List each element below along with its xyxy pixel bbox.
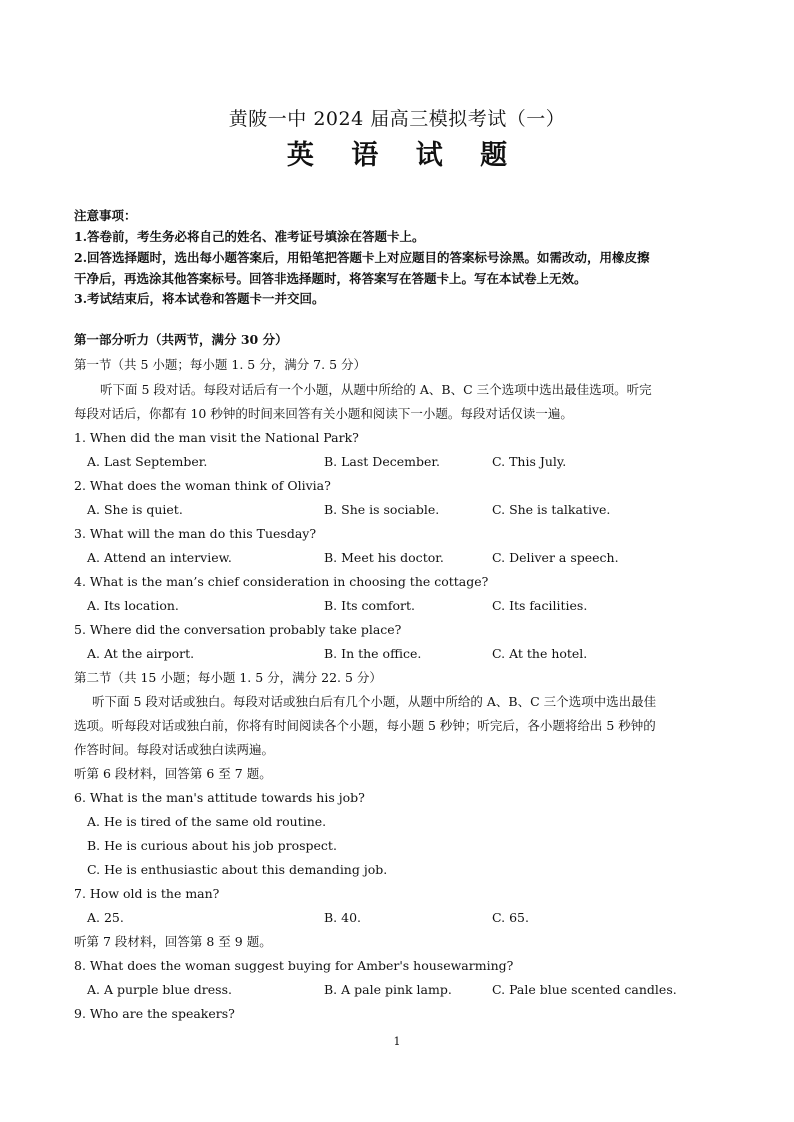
question-1-option-b: B. Last December. (324, 454, 440, 469)
question-4-option-a: A. Its location. (87, 598, 179, 613)
material-6-note: 听第 6 段材料，回答第 6 至 7 题。 (74, 766, 272, 781)
material-7-note: 听第 7 段材料，回答第 8 至 9 题。 (74, 934, 272, 949)
question-3-stem: 3. What will the man do this Tuesday? (74, 526, 317, 541)
page-number: 1 (393, 1035, 401, 1048)
section2-instructions-line-3: 作答时间。每段对话或独白读两遍。 (74, 742, 275, 757)
question-1-option-c: C. This July. (492, 454, 567, 469)
question-3-option-b: B. Meet his doctor. (324, 550, 444, 565)
question-3-option-a: A. Attend an interview. (87, 550, 232, 565)
section2-heading: 第二节（共 15 小题；每小题 1. 5 分，满分 22. 5 分） (74, 670, 382, 685)
question-8-option-b: B. A pale pink lamp. (324, 982, 452, 997)
question-1-stem: 1. When did the man visit the National Park? (74, 430, 359, 445)
section1-instructions-line-1: 听下面 5 段对话。每段对话后有一个小题，从题中所给的 A、B、C 三个选项中选出最佳选项。听完 (100, 382, 652, 397)
question-7-option-b: B. 40. (324, 910, 362, 925)
question-8-option-c: C. Pale blue scented candles. (492, 982, 677, 997)
question-8-stem: 8. What does the woman suggest buying for Amber's housewarming? (74, 958, 514, 973)
question-4-option-b: B. Its comfort. (324, 598, 415, 613)
question-9-stem: 9. Who are the speakers? (74, 1006, 235, 1021)
part1-heading: 第一部分听力（共两节，满分 30 分） (74, 332, 288, 347)
question-4-option-c: C. Its facilities. (492, 598, 588, 613)
question-2-option-b: B. She is sociable. (324, 502, 440, 517)
question-2-option-c: C. She is talkative. (492, 502, 611, 517)
question-2-stem: 2. What does the woman think of Olivia? (74, 478, 331, 493)
question-7-stem: 7. How old is the man? (74, 886, 220, 901)
question-5-option-b: B. In the office. (324, 646, 422, 661)
question-6-option-a: A. He is tired of the same old routine. (87, 814, 327, 829)
question-4-stem: 4. What is the man’s chief consideration in choosing the cottage? (74, 574, 489, 589)
question-8-option-a: A. A purple blue dress. (87, 982, 232, 997)
exam-title: 黄陂一中 2024 届高三模拟考试（一） (228, 108, 566, 130)
question-3-option-c: C. Deliver a speech. (492, 550, 619, 565)
section2-instructions-line-2: 选项。听每段对话或独白前，你将有时间阅读各个小题，每小题 5 秒钟；听完后，各小题将给出 5 秒钟的 (74, 718, 656, 733)
question-5-stem: 5. Where did the conversation probably take place? (74, 622, 402, 637)
question-5-option-a: A. At the airport. (87, 646, 195, 661)
subject-title: 英 语 试 题 (286, 140, 522, 171)
question-6-option-b: B. He is curious about his job prospect. (87, 838, 337, 853)
notice-item-1: 1.答卷前，考生务必将自己的姓名、准考证号填涂在答题卡上。 (74, 229, 425, 244)
notice-item-2-line-2: 干净后，再选涂其他答案标号。回答非选择题时，将答案写在答题卡上。写在本试卷上无效。 (74, 271, 587, 286)
question-1-option-a: A. Last September. (87, 454, 208, 469)
question-5-option-c: C. At the hotel. (492, 646, 588, 661)
question-6-option-c: C. He is enthusiastic about this demanding job. (87, 862, 388, 877)
notice-heading: 注意事项： (74, 208, 137, 223)
section1-heading: 第一节（共 5 小题；每小题 1. 5 分，满分 7. 5 分） (74, 357, 366, 372)
section2-instructions-line-1: 听下面 5 段对话或独白。每段对话或独白后有几个小题，从题中所给的 A、B、C 三个选项中选出最佳 (92, 694, 657, 709)
notice-item-2-line-1: 2.回答选择题时，选出每小题答案后，用铅笔把答题卡上对应题目的答案标号涂黑。如需改动，用橡皮擦 (74, 250, 650, 265)
question-7-option-c: C. 65. (492, 910, 529, 925)
question-6-stem: 6. What is the man's attitude towards his job? (74, 790, 365, 805)
notice-item-3: 3.考试结束后，将本试卷和答题卡一并交回。 (74, 291, 325, 306)
section1-instructions-line-2: 每段对话后，你都有 10 秒钟的时间来回答有关小题和阅读下一小题。每段对话仅读一遍。 (74, 406, 573, 421)
question-2-option-a: A. She is quiet. (87, 502, 183, 517)
question-7-option-a: A. 25. (87, 910, 124, 925)
